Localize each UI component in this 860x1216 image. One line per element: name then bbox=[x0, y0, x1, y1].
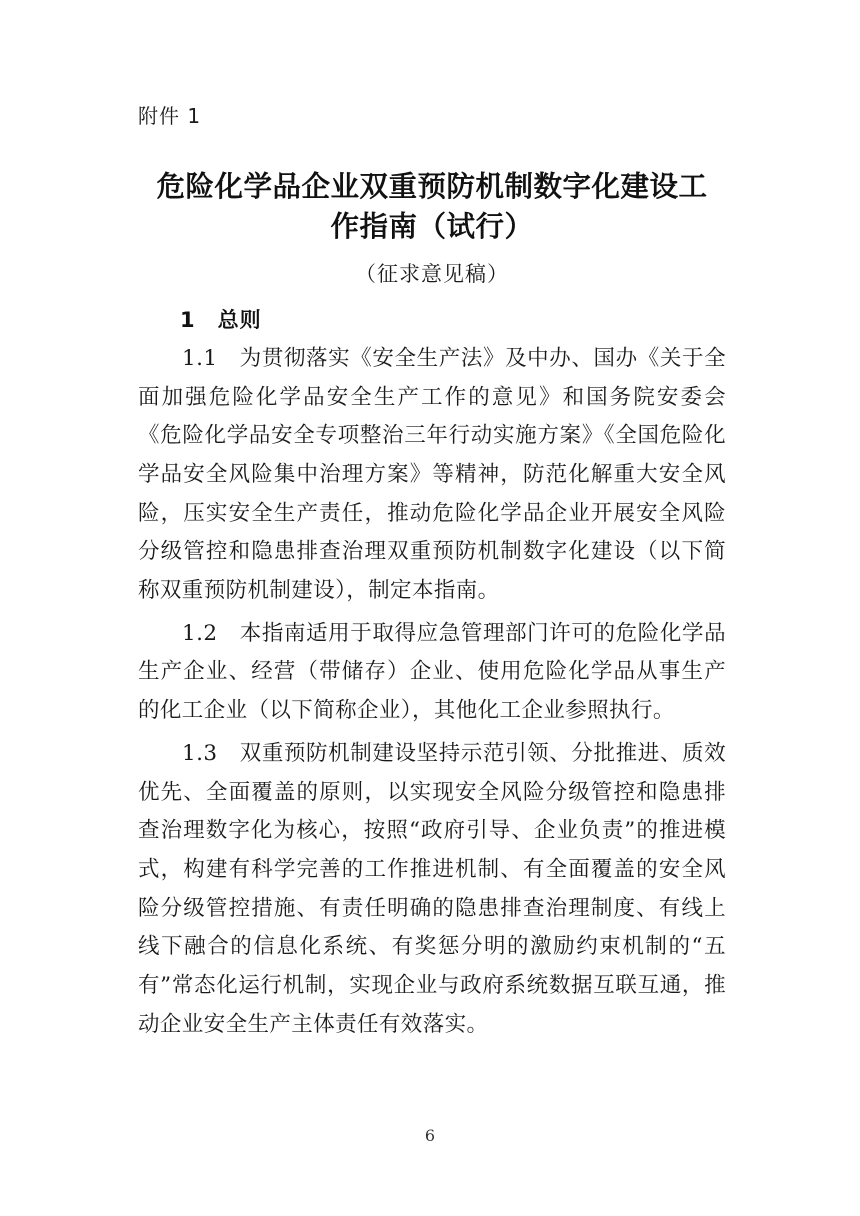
page-number: 6 bbox=[424, 1126, 436, 1145]
paragraph-1-1: 1.1 为贯彻落实《安全生产法》及中办、国办《关于全面加强危险化学品安全生产工作的意见》和国务院安委会《危险化学品安全专项整治三年行动实施方案》《全国危险化学品安全风险集中治理方案》等精神，防范化解重大安全风险，压实安全生产责任，推动危险化学品企业开展安全风险分级管控和隐患排查治理双重预防机制数字化建设（以下简称双重预防机制建设），制定本指南。 bbox=[138, 345, 726, 604]
document-subtitle: （征求意见稿） bbox=[355, 261, 509, 286]
page-title: 危险化学品企业双重预防机制数字化建设工作指南（试行） bbox=[156, 170, 708, 244]
document-body bbox=[138, 100, 726, 1048]
section-heading-1: 1 总则 bbox=[180, 307, 262, 332]
paragraph-1-3: 1.3 双重预防机制建设坚持示范引领、分批推进、质效优先、全面覆盖的原则，以实现安全风险分级管控和隐患排查治理数字化为核心，按照“政府引导、企业负责”的推进模式，构建有科学完善的工作推进机制、有全面覆盖的安全风险分级管控措施、有责任明确的隐患排查治理制度、有线上线下融合的信息化系统、有奖惩分明的激励约束机制的“五有”常态化运行机制，实现企业与政府系统数据互联互通，推动企业安全生产主体责任有效落实。 bbox=[138, 740, 726, 1037]
attachment-label: 附件 1 bbox=[138, 104, 202, 128]
paragraph-1-2: 1.2 本指南适用于取得应急管理部门许可的危险化学品生产企业、经营（带储存）企业、使用危险化学品从事生产的化工企业（以下简称企业），其他化工企业参照执行。 bbox=[138, 620, 726, 724]
